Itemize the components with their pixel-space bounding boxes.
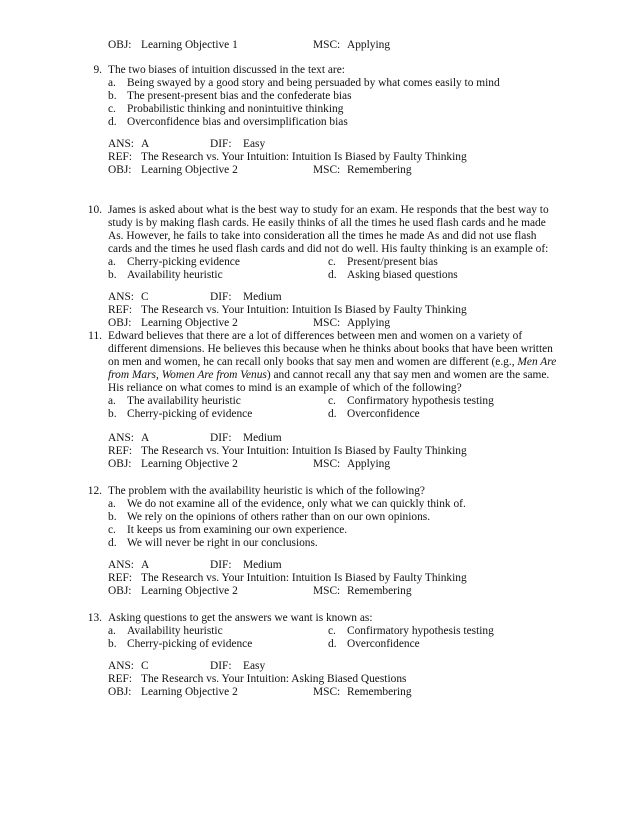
ref-value: The Research vs. Your Intuition: Intuition Is Biased by Faulty Thinking <box>141 445 467 457</box>
option-letter: a. <box>108 256 116 268</box>
option-c <box>108 524 570 537</box>
ref-row <box>108 151 608 164</box>
question-number: 12. <box>87 485 102 497</box>
stem-line <box>108 369 570 382</box>
option-letter: b. <box>108 90 117 102</box>
option-row <box>108 395 570 408</box>
option-letter: d. <box>328 408 337 420</box>
ans-label: ANS: <box>108 291 134 303</box>
option-text: Cherry-picking evidence <box>127 256 240 268</box>
ans-label: ANS: <box>108 432 134 444</box>
option-text: The availability heuristic <box>127 395 241 407</box>
option-text: Being swayed by a good story and being persuaded by what comes easily to mind <box>127 77 500 89</box>
option-letter: b. <box>108 511 117 523</box>
options-grid <box>80 625 570 651</box>
option-text: Probabilistic thinking and nonintuitive thinking <box>127 103 344 115</box>
msc-value: Remembering <box>347 686 412 698</box>
dif-label: DIF: <box>210 138 232 150</box>
question-number: 11. <box>88 330 102 342</box>
book-title: Men Are <box>517 356 557 368</box>
option-letter: d. <box>108 116 117 128</box>
prev-question-meta <box>108 39 608 52</box>
obj-row <box>108 39 608 52</box>
obj-label: OBJ: <box>108 317 132 329</box>
ans-label: ANS: <box>108 138 134 150</box>
option-letter: c. <box>328 256 336 268</box>
option-letter: c. <box>328 625 336 637</box>
question-10 <box>80 204 570 282</box>
obj-value: Learning Objective 2 <box>141 458 238 470</box>
ref-label: REF: <box>108 673 133 685</box>
stem-line <box>108 356 570 369</box>
question-12 <box>80 485 570 550</box>
question-text: Asking questions to get the answers we want is known as: <box>108 612 373 624</box>
msc-value: Remembering <box>347 585 412 597</box>
question-number: 13. <box>87 612 102 624</box>
question-number: 9. <box>93 64 102 76</box>
dif-label: DIF: <box>210 432 232 444</box>
ans-row <box>108 291 608 304</box>
option-d <box>108 537 570 550</box>
ans-row <box>108 432 608 445</box>
option-b <box>108 511 570 524</box>
option-a <box>108 498 570 511</box>
dif-label: DIF: <box>210 559 232 571</box>
question-11-meta <box>108 432 608 471</box>
option-text: Confirmatory hypothesis testing <box>347 625 494 637</box>
obj-row <box>108 585 608 598</box>
ans-label: ANS: <box>108 559 134 571</box>
options-grid <box>80 256 570 282</box>
msc-label: MSC: <box>313 39 341 51</box>
ans-value: A <box>141 559 150 571</box>
option-c <box>108 103 570 116</box>
ref-row <box>108 445 608 458</box>
option-letter: a. <box>108 77 116 89</box>
options-list <box>80 77 570 129</box>
dif-value: Easy <box>243 138 266 150</box>
option-d <box>108 116 570 129</box>
dif-value: Easy <box>243 660 266 672</box>
ans-value: A <box>141 138 150 150</box>
msc-value: Applying <box>347 458 391 470</box>
msc-label: MSC: <box>313 317 341 329</box>
option-text: We do not examine all of the evidence, only what we can quickly think of. <box>127 498 466 510</box>
option-row <box>108 638 570 651</box>
obj-value: Learning Objective 2 <box>141 686 238 698</box>
ref-row <box>108 673 608 686</box>
msc-value: Applying <box>347 317 391 329</box>
question-13 <box>80 612 570 651</box>
ans-value: C <box>141 291 149 303</box>
option-letter: c. <box>108 524 116 536</box>
option-text: Asking biased questions <box>347 269 458 281</box>
option-text: Present/present bias <box>347 256 438 268</box>
question-text: The problem with the availability heuristic is which of the following? <box>108 485 425 497</box>
obj-label: OBJ: <box>108 686 132 698</box>
option-letter: b. <box>108 638 117 650</box>
msc-label: MSC: <box>313 585 341 597</box>
stem-line: As. However, he fails to take into consideration all the times he made As and did not use flash <box>108 230 537 242</box>
ans-value: A <box>141 432 150 444</box>
dif-value: Medium <box>243 559 282 571</box>
question-stem <box>80 330 570 395</box>
ref-label: REF: <box>108 151 133 163</box>
ref-label: REF: <box>108 445 133 457</box>
dif-value: Medium <box>243 291 282 303</box>
options-list <box>80 498 570 550</box>
obj-label: OBJ: <box>108 164 132 176</box>
option-text: Availability heuristic <box>127 625 223 637</box>
question-stem <box>80 204 570 256</box>
question-stem <box>80 485 570 498</box>
obj-label: OBJ: <box>108 458 132 470</box>
msc-value: Remembering <box>347 164 412 176</box>
ans-row <box>108 138 608 151</box>
stem-line: Edward believes that there are a lot of differences between men and women on a variety of <box>108 330 523 342</box>
option-text: Cherry-picking of evidence <box>127 408 253 420</box>
dif-label: DIF: <box>210 291 232 303</box>
ref-value: The Research vs. Your Intuition: Intuition Is Biased by Faulty Thinking <box>141 572 467 584</box>
option-letter: d. <box>328 638 337 650</box>
msc-label: MSC: <box>313 164 341 176</box>
ref-row <box>108 572 608 585</box>
ref-value: The Research vs. Your Intuition: Asking Biased Questions <box>141 673 407 685</box>
stem-line: cards and the times he used flash cards and did not do well. His faulty thinking is an example of: <box>108 243 549 255</box>
ans-label: ANS: <box>108 660 134 672</box>
stem-line: His reliance on what comes to mind is an example of which of the following? <box>108 382 462 394</box>
option-a <box>108 77 570 90</box>
option-text: Cherry-picking of evidence <box>127 638 253 650</box>
option-row <box>108 408 570 421</box>
ref-value: The Research vs. Your Intuition: Intuition Is Biased by Faulty Thinking <box>141 151 467 163</box>
obj-row <box>108 164 608 177</box>
obj-value: Learning Objective 2 <box>141 317 238 329</box>
obj-value: Learning Objective 1 <box>141 39 238 51</box>
question-text: The two biases of intuition discussed in the text are: <box>108 64 345 76</box>
option-text: It keeps us from examining our own experience. <box>127 524 348 536</box>
option-text: Overconfidence <box>347 408 420 420</box>
msc-label: MSC: <box>313 458 341 470</box>
option-letter: d. <box>108 537 117 549</box>
obj-row <box>108 686 608 699</box>
option-row <box>108 256 570 269</box>
question-stem <box>80 64 570 77</box>
options-grid <box>80 395 570 421</box>
option-letter: b. <box>108 269 117 281</box>
ref-label: REF: <box>108 572 133 584</box>
book-title: from Mars, Women Are from Venus <box>108 369 267 381</box>
option-text: Availability heuristic <box>127 269 223 281</box>
ans-row <box>108 660 608 673</box>
ans-row <box>108 559 608 572</box>
option-text: Overconfidence <box>347 638 420 650</box>
stem-line: study is by making flash cards. He easily thinks of all the times he used flash cards and he made <box>108 217 546 229</box>
option-b <box>108 90 570 103</box>
option-letter: a. <box>108 625 116 637</box>
msc-value: Applying <box>347 39 391 51</box>
question-11 <box>80 330 570 421</box>
obj-value: Learning Objective 2 <box>141 164 238 176</box>
option-letter: a. <box>108 395 116 407</box>
question-10-meta <box>108 291 608 330</box>
obj-label: OBJ: <box>108 585 132 597</box>
question-number: 10. <box>87 204 102 216</box>
ans-value: C <box>141 660 149 672</box>
obj-row <box>108 317 608 330</box>
option-row <box>108 269 570 282</box>
ref-value: The Research vs. Your Intuition: Intuition Is Biased by Faulty Thinking <box>141 304 467 316</box>
option-letter: c. <box>108 103 116 115</box>
ref-label: REF: <box>108 304 133 316</box>
dif-label: DIF: <box>210 660 232 672</box>
stem-line: different dimensions. He believes this because when he thinks about books that have been written <box>108 343 553 355</box>
stem-line: James is asked about what is the best way to study for an exam. He responds that the best way to <box>108 204 549 216</box>
question-stem <box>80 612 570 625</box>
stem-text: on men and women, he can recall only books that say men and women are different (e.g., <box>108 356 515 368</box>
option-letter: a. <box>108 498 116 510</box>
ref-row <box>108 304 608 317</box>
option-text: We rely on the opinions of others rather than on our own opinions. <box>127 511 431 523</box>
option-row <box>108 625 570 638</box>
option-text: Confirmatory hypothesis testing <box>347 395 494 407</box>
dif-value: Medium <box>243 432 282 444</box>
obj-row <box>108 458 608 471</box>
question-9-meta <box>108 138 608 177</box>
obj-value: Learning Objective 2 <box>141 585 238 597</box>
question-13-meta <box>108 660 608 699</box>
obj-label: OBJ: <box>108 39 132 51</box>
question-9 <box>80 64 570 129</box>
msc-label: MSC: <box>313 686 341 698</box>
option-text: Overconfidence bias and oversimplification bias <box>127 116 348 128</box>
option-letter: c. <box>328 395 336 407</box>
option-text: The present-present bias and the confederate bias <box>127 90 352 102</box>
question-12-meta <box>108 559 608 598</box>
option-text: We will never be right in our conclusions. <box>127 537 318 549</box>
option-letter: d. <box>328 269 337 281</box>
stem-text: ) and cannot recall any that say men and women are the same. <box>266 369 550 381</box>
option-letter: b. <box>108 408 117 420</box>
